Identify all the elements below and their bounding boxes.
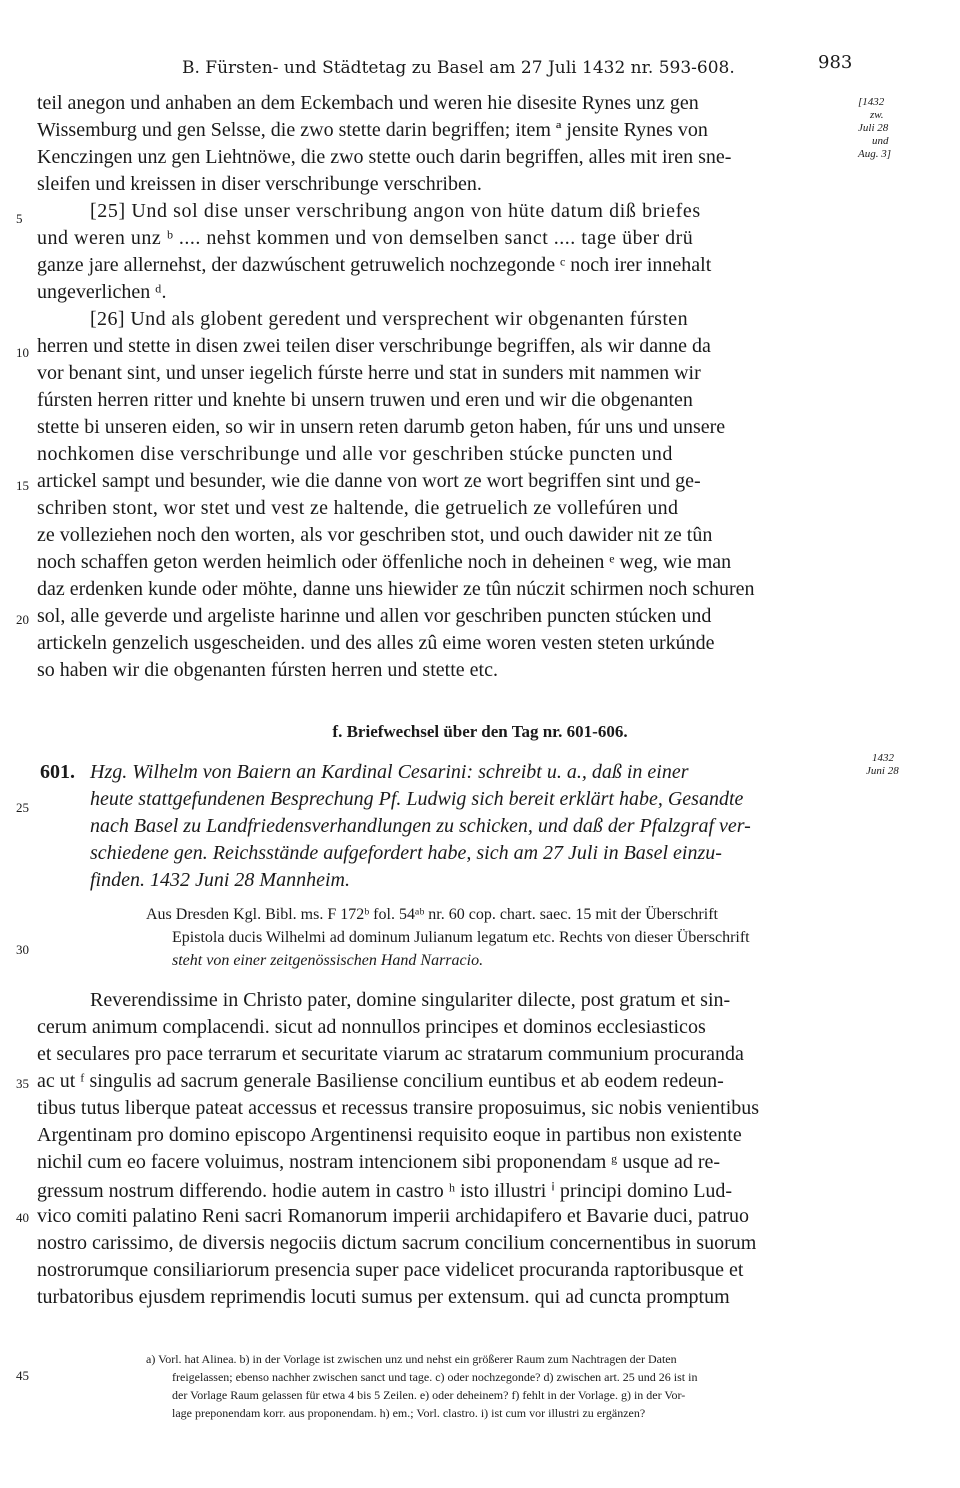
text-line: fúrsten herren ritter und knehte bi unsern truwen und eren und wir die obgenanten	[37, 389, 693, 411]
text-line: nostrorumque consiliariorum presencia super pace videlicet procuranda raptoribusque et	[37, 1259, 744, 1281]
text-line: Wissemburg und gen Selsse, die zwo stette darin begriffen; item ª jensite Rynes von	[37, 119, 708, 141]
regest-line: Hzg. Wilhelm von Baiern an Kardinal Cesarini: schreibt u. a., daß in einer	[90, 761, 689, 783]
line-number: 5	[16, 211, 23, 226]
margin-date-note	[858, 96, 891, 161]
text-line: sol, alle geverde und argeliste harinne und allen vor geschriben puncten stúcken und	[37, 605, 712, 627]
line-number: 40	[16, 1210, 29, 1225]
text-line: tibus tutus liberque pateat accessus et recessus transire proposuimus, sic nobis venientibus	[37, 1097, 760, 1119]
margin-date-line: [1432	[858, 96, 885, 108]
text-line: ze volleziehen noch den worten, als vor geschriben stot, und ouch dawider nit ze tûn	[37, 524, 713, 546]
margin-date-line: Juli 28	[858, 122, 889, 134]
margin-date-line: Aug. 3]	[858, 148, 891, 160]
line-number: 35	[16, 1076, 29, 1091]
regest-line: finden. 1432 Juni 28 Mannheim.	[90, 869, 350, 891]
text-line: schriben stont, wor stet und vest ze haltende, die getruelich ze vollefúren und	[37, 497, 679, 519]
footnote-line: lage preponendam korr. aus proponendam. h) em.; Vorl. clastro. i) ist cum vor illustri zu ergänzen?	[172, 1406, 646, 1420]
regest-line: schiedene gen. Reichsstände aufgefordert habe, sich am 27 Juli in Basel einzu-	[90, 842, 722, 864]
margin-date-line: Juni 28	[866, 765, 899, 777]
text-line: vor benant sint, und unser iegelich fúrste herre und stat in sunders mit nammen wir	[37, 362, 701, 384]
text-line: artickel sampt und besunder, wie die danne von wort ze wort begriffen sint und ge-	[37, 470, 701, 492]
text-line: vico comiti palatino Reni sacri Romanorum imperii archidapifero et Bavarie duci, patruo	[37, 1205, 749, 1227]
text-line: noch schaffen geton werden heimlich oder öffenliche noch in deheinen ᵉ weg, wie man	[37, 551, 732, 573]
text-line: turbatoribus ejusdem reprimendis locuti sumus per extensum. qui ad cuncta promptum	[37, 1286, 730, 1308]
text-line: artickeln genzelich usgescheiden. und des alles zû eime woren vesten steten urkúnde	[37, 632, 715, 654]
text-line: Kenczingen unz gen Liehtnöwe, die zwo stette ouch darin begriffen, alles mit iren sne-	[37, 146, 732, 168]
footnote-line: der Vorlage Raum gelassen für etwa 4 bis 5 Zeilen. e) oder deheinem? f) fehlt in der Vorlage. g) in der Vor-	[172, 1388, 686, 1402]
text-line: und weren unz ᵇ .... nehst kommen und von demselben sanct .... tage über drü	[37, 227, 694, 249]
footnote-line: a) Vorl. hat Alinea. b) in der Vorlage ist zwischen unz und nehst ein größerer Raum zum Nachtragen der Daten	[146, 1352, 677, 1366]
text-line: sleifen und kreissen in diser verschribunge verschriben.	[37, 173, 482, 195]
text-line: [25] Und sol dise unser verschribung angon von hüte datum diß briefes	[90, 200, 701, 222]
text-line: nochkomen dise verschribunge und alle vor geschriben stúcke puncten und	[37, 443, 673, 465]
text-line: so haben wir die obgenanten fúrsten herren und stette etc.	[37, 659, 498, 681]
margin-date-line: und	[872, 135, 889, 147]
source-note-line: Epistola ducis Wilhelmi ad dominum Julianum legatum etc. Rechts von dieser Überschrift	[172, 929, 750, 946]
text-line: ac ut ᶠ singulis ad sacrum generale Basiliense concilium euntibus et ab eodem redeun-	[37, 1070, 724, 1092]
line-number: 45	[16, 1368, 29, 1383]
source-note-line: Aus Dresden Kgl. Bibl. ms. F 172ᵇ fol. 54ᵃᵇ nr. 60 cop. chart. saec. 15 mit der Überschrift	[146, 906, 718, 923]
text-line: gressum nostrum differendo. hodie autem in castro ʰ isto illustri ⁱ principi domino Lud-	[37, 1180, 733, 1202]
document-number: 601.	[40, 761, 75, 783]
section-heading: f. Briefwechsel über den Tag nr. 601-606.	[332, 722, 628, 741]
regest-line: nach Basel zu Landfriedensverhandlungen zu schicken, und daß der Pfalzgraf ver-	[90, 815, 751, 837]
regest-line: heute stattgefundenen Besprechung Pf. Ludwig sich bereit erklärt habe, Gesandte	[90, 788, 744, 810]
running-title: B. Fürsten- und Städtetag zu Basel am 27 Juli 1432 nr. 593-608.	[182, 58, 735, 78]
line-number: 30	[16, 942, 29, 957]
text-line: nichil cum eo facere voluimus, nostram intencionem sibi proponendam ᵍ usque ad re-	[37, 1151, 721, 1173]
text-line: et seculares pro pace terrarum et securitate viarum ac stratarum communium procuranda	[37, 1043, 744, 1065]
line-number: 25	[16, 800, 29, 815]
text-line: [26] Und als globent geredent und versprechent wir obgenanten fúrsten	[90, 308, 688, 330]
footnote-line: freigelassen; ebenso nachher zwischen sanct und tage. c) oder nochzegonde? d) zwischen art. 25 und 26 ist in	[172, 1370, 698, 1384]
text-line: stette bi unseren eiden, so wir in unsern reten darumb geton haben, fúr uns und unsere	[37, 416, 726, 438]
page-number: 983	[818, 52, 853, 73]
margin-date-line: zw.	[870, 109, 884, 121]
text-line: herren und stette in disen zwei teilen diser verschribunge begriffen, als wir danne da	[37, 335, 711, 357]
source-note-line: steht von einer zeitgenössischen Hand Narracio.	[172, 952, 484, 969]
margin-date-line: 1432	[872, 752, 894, 764]
text-line: Argentinam pro domino episcopo Argentinensi requisito eoque in partibus non existente	[37, 1124, 742, 1146]
text-line: ganze jare allernehst, der dazwúschent getruwelich nochzegonde ᶜ noch irer innehalt	[37, 254, 712, 276]
margin-date-note-601	[866, 752, 899, 778]
text-line: Reverendissime in Christo pater, domine singulariter dilecte, post gratum et sin-	[90, 989, 731, 1011]
text-line: nostro carissimo, de diversis negociis dictum sacrum concilium concernentibus in suorum	[37, 1232, 757, 1254]
text-line: daz erdenken kunde oder möhte, danne uns hiewider ze tûn núczit schirmen noch schuren	[37, 578, 755, 600]
text-line: ungeverlichen ᵈ.	[37, 281, 167, 303]
line-number: 15	[16, 478, 29, 493]
line-number: 10	[16, 345, 29, 360]
text-line: cerum animum complacendi. sicut ad nonnullos principes et dominos ecclesiasticos	[37, 1016, 706, 1038]
text-line: teil anegon und anhaben an dem Eckembach und weren hie disesite Rynes unz gen	[37, 92, 699, 114]
line-number: 20	[16, 612, 29, 627]
